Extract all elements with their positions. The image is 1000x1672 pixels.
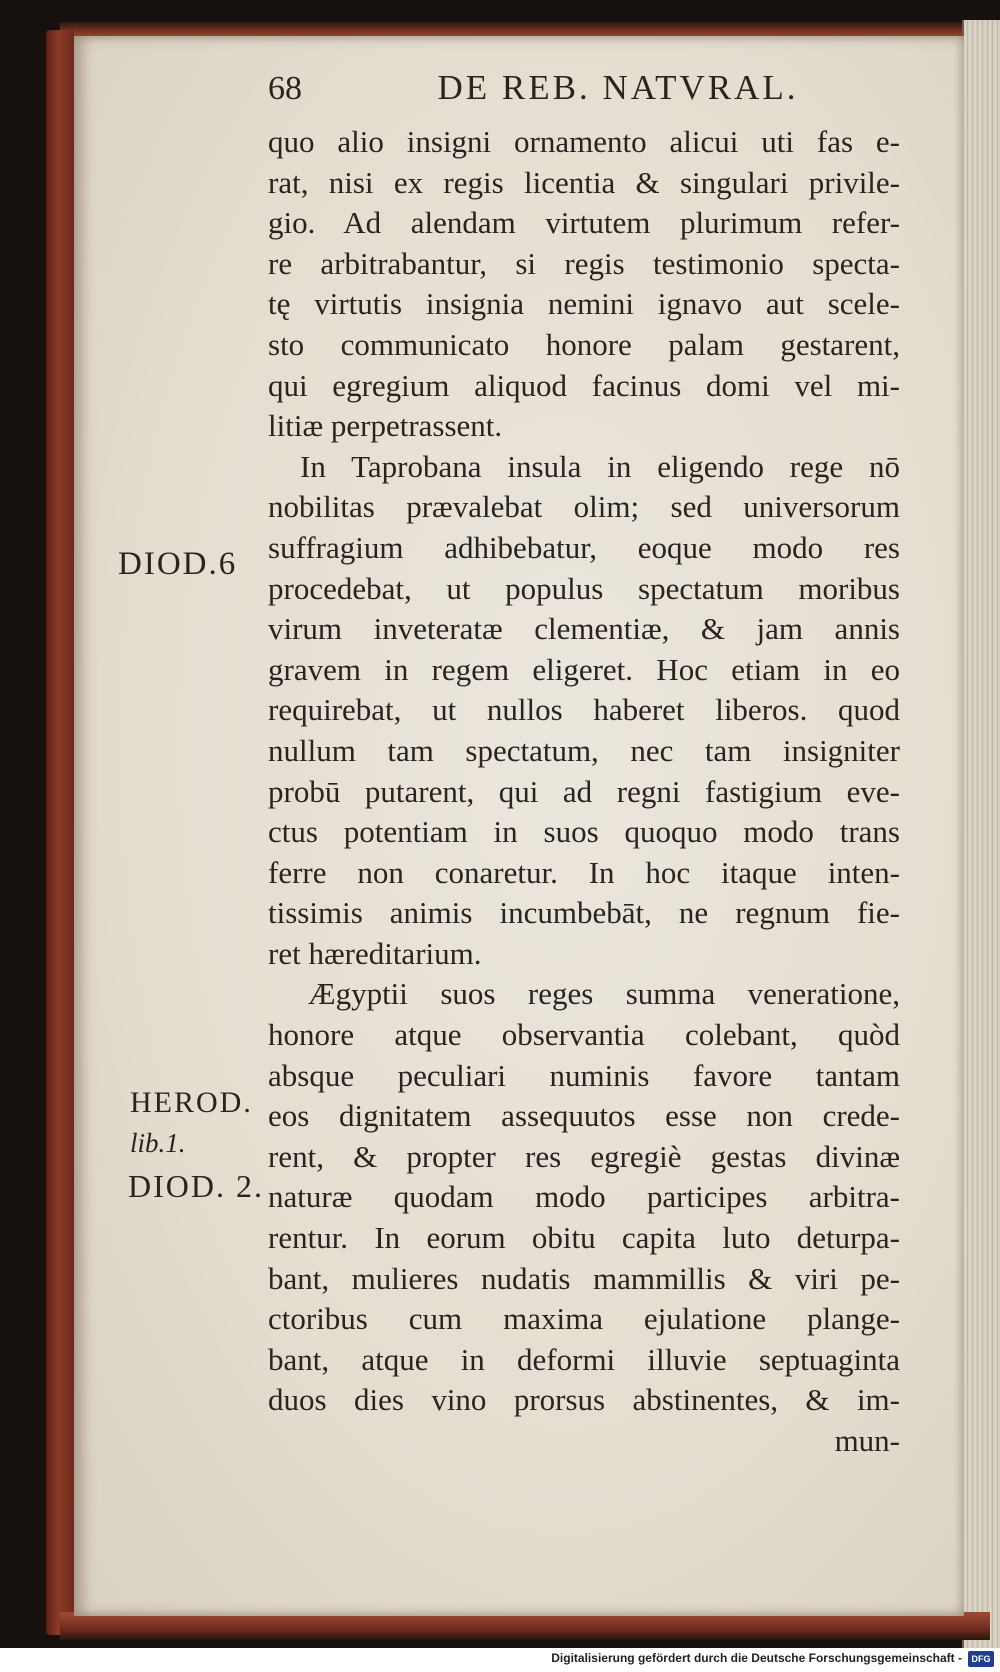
text-line: sto communicato honore palam gestarent, bbox=[268, 326, 900, 362]
text-line: gio. Ad alendam virtutem plurimum refer- bbox=[268, 205, 900, 241]
text-line: absque peculiari numinis favore tantam bbox=[268, 1057, 900, 1093]
page-stack-edge bbox=[962, 20, 1000, 1650]
text-line: suffragium adhibebatur, eoque modo res bbox=[268, 529, 900, 565]
text-line: rat, nisi ex regis licentia & singulari privile- bbox=[268, 164, 900, 200]
marginal-note-herod: HEROD. bbox=[130, 1086, 253, 1119]
text-line: procedebat, ut populus spectatum moribus bbox=[268, 570, 900, 606]
book-bottom-edge bbox=[60, 1612, 990, 1640]
book-binding bbox=[46, 30, 74, 1635]
text-line: probū putarent, qui ad regni fastigium eve- bbox=[268, 773, 900, 809]
digitization-footer bbox=[0, 1648, 1000, 1672]
text-line: virum inveteratæ clementiæ, & jam annis bbox=[268, 611, 900, 647]
text-line: bant, mulieres nudatis mammillis & viri pe- bbox=[268, 1260, 900, 1296]
text-line: tę virtutis insignia nemini ignavo aut scele- bbox=[268, 286, 900, 322]
catchword: mun- bbox=[834, 1423, 900, 1458]
text-line: nullum tam spectatum, nec tam insigniter bbox=[268, 732, 900, 768]
page-number: 68 bbox=[268, 70, 302, 107]
paragraph-start-line: Ægyptii suos reges summa veneratione, bbox=[308, 976, 900, 1012]
text-line: ferre non conaretur. In hoc itaque inten- bbox=[268, 854, 900, 890]
text-line: ctoribus cum maxima ejulatione plange- bbox=[268, 1301, 900, 1337]
marginal-note-diod6: DIOD.6 bbox=[118, 546, 238, 582]
text-line: litiæ perpetrassent. bbox=[268, 408, 503, 444]
text-line: quo alio insigni ornamento alicui uti fas e- bbox=[268, 124, 900, 159]
paragraph-start-line: In Taprobana insula in eligendo rege nō bbox=[300, 448, 900, 484]
text-line: rentur. In eorum obitu capita luto deturpa- bbox=[268, 1220, 900, 1256]
text-line: rent, & propter res egregiè gestas divinæ bbox=[268, 1138, 900, 1174]
text-line: gravem in regem eligeret. Hoc etiam in eo bbox=[268, 651, 900, 687]
text-line: duos dies vino prorsus abstinentes, & im- bbox=[268, 1382, 900, 1418]
text-line: ctus potentiam in suos quoquo modo trans bbox=[268, 814, 900, 850]
running-title: DE REB. NATVRAL. bbox=[437, 68, 799, 107]
body-text bbox=[268, 122, 900, 1462]
text-line: bant, atque in deformi illuvie septuaginta bbox=[268, 1341, 900, 1377]
text-line: eos dignitatem assequutos esse non crede- bbox=[268, 1098, 900, 1134]
text-line: ret hæreditarium. bbox=[268, 935, 482, 971]
marginal-note-diod2: DIOD. 2. bbox=[128, 1168, 264, 1204]
text-line: honore atque observantia colebant, quòd bbox=[268, 1017, 900, 1053]
text-line: qui egregium aliquod facinus domi vel mi- bbox=[268, 367, 900, 403]
text-line: re arbitrabantur, si regis testimonio specta- bbox=[268, 245, 900, 281]
marginal-note-lib: lib.1. bbox=[130, 1128, 186, 1158]
dfg-logo: DFG bbox=[968, 1651, 994, 1667]
running-head bbox=[268, 68, 888, 118]
text-line: requirebat, ut nullos haberet liberos. quod bbox=[268, 692, 900, 728]
funding-credit: Digitalisierung gefördert durch die Deutsche Forschungsgemeinschaft - bbox=[551, 1651, 962, 1665]
text-line: naturæ quodam modo participes arbitra- bbox=[268, 1179, 900, 1215]
text-line: nobilitas prævalebat olim; sed universorum bbox=[268, 489, 900, 525]
text-line: tissimis animis incumbebāt, ne regnum fie- bbox=[268, 895, 900, 931]
